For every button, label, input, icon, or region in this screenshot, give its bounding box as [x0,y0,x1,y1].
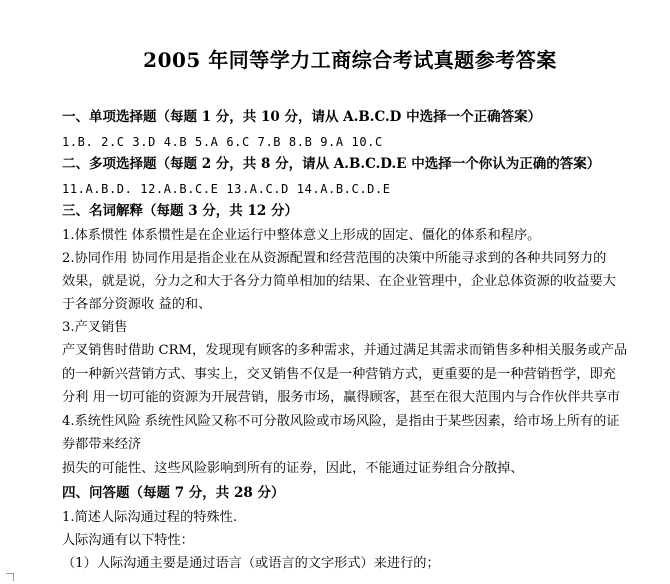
text-line: 3.产叉销售 [62,320,128,335]
page-corner-mark [6,573,14,581]
answers-multiple-choice: 11.A.B.D. 12.A.B.C.E 13.A.C.D 14.A.B.C.D.E [62,182,391,196]
text-line: 券都带来经济 [62,437,142,452]
text-line: 分利 用一切可能的资源为开展营销，服务市场，赢得顾客，甚至在很大范围内与合作伙伴共享市 [62,390,621,405]
section-heading-single-choice: 一、单项选择题（每题 1 分，共 10 分，请从 A.B.C.D 中选择一个正确答案） [62,109,542,125]
section-heading-term-explanation: 三、名词解释（每题 3 分，共 12 分） [62,203,298,219]
text-line: 1.简述人际沟通过程的特殊性. [62,510,238,525]
answers-single-choice: 1.B. 2.C 3.D 4.B 5.A 6.C 7.B 8.B 9.A 10.C [62,135,383,149]
document-title: 2005 年同等学力工商综合考试真题参考答案 [143,48,557,72]
section-heading-questions: 四、问答题（每题 7 分，共 28 分） [62,485,285,501]
section-heading-multiple-choice: 二、多项选择题（每题 2 分，共 8 分，请从 A.B.C.D.E 中选择一个你认为正确的答案） [62,156,601,172]
text-line: 于各部分资源收 益的和、 [62,297,212,312]
text-line: 产叉销售时借助 CRM，发现现有顾客的多种需求，并通过满足其需求而销售多种相关服务或产品 [62,343,628,358]
text-line: 人际沟通有以下特性： [62,533,194,548]
text-line: （1）人际沟通主要是通过语言（或语言的文字形式）来进行的； [62,556,440,571]
text-line: 2.协同作用 协同作用是指企业在从资源配置和经营范围的决策中所能寻求到的各种共同努力的 [62,251,607,266]
text-line: 效果，就是说，分力之和大于各分力简单相加的结果、在企业管理中，企业总体资源的收益要大 [62,274,616,289]
text-line: 损失的可能性、这些风险影响到所有的证券，因此，不能通过证券组合分散掉、 [62,461,524,476]
text-line: 4.系统性风险 系统性风险又称不可分散风险或市场风险，是指由于某些因素，给市场上所有的证 [62,414,620,429]
text-line: 的一种新兴营销方式、事实上，交叉销售不仅是一种营销方式，更重要的是一种营销哲学，即充 [62,367,616,382]
text-line: 1.体系惯性 体系惯性是在企业运行中整体意义上形成的固定、僵化的体系和程序。 [62,228,541,243]
